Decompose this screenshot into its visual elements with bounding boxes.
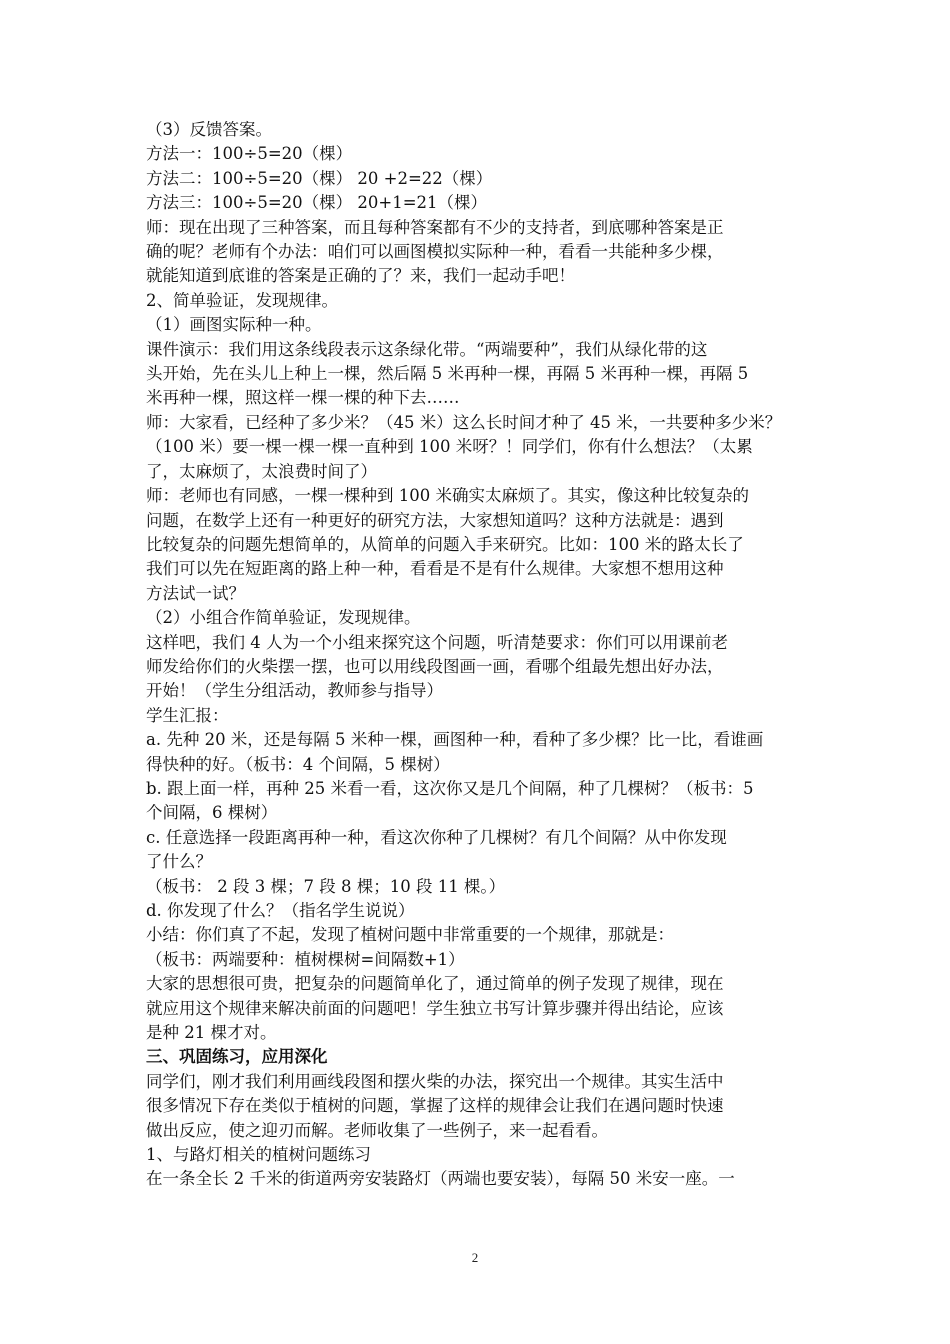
text-line: 师：老师也有同感，一棵一棵种到 100 米确实太麻烦了。其实，像这种比较复杂的 — [146, 486, 749, 506]
section-heading: 三、巩固练习，应用深化 — [146, 1047, 328, 1067]
text-line: 学生汇报： — [146, 705, 229, 725]
text-line: （3）反馈答案。 — [146, 120, 272, 139]
text-line: 师：现在出现了三种答案，而且每种答案都有不少的支持者，到底哪种答案是正 — [146, 217, 724, 237]
text-line: 方法二：100÷5=20（棵） 20 +2=22（棵） — [146, 168, 493, 188]
text-line: a. 先种 20 米，还是每隔 5 米种一棵，画图种一种，看种了多少棵？比一比，看谁画 — [146, 730, 764, 750]
text-line: 师：大家看，已经种了多少米？（45 米）这么长时间才种了 45 米，一共要种多少米？ — [146, 412, 782, 432]
text-line: 在一条全长 2 千米的街道两旁安装路灯（两端也要安装），每隔 50 米安一座。一 — [146, 1169, 735, 1189]
text-line: （100 米）要一棵一棵一棵一直种到 100 米呀？！同学们，你有什么想法？（太累 — [146, 437, 753, 457]
text-line: 小结：你们真了不起，发现了植树问题中非常重要的一个规律，那就是： — [146, 925, 674, 945]
text-line: （1）画图实际种一种。 — [146, 315, 322, 335]
text-line: c. 任意选择一段距离再种一种，看这次你种了几棵树？有几个间隔？从中你发现 — [146, 827, 727, 847]
text-line: 课件演示：我们用这条线段表示这条绿化带。“两端要种”，我们从绿化带的这 — [146, 339, 708, 359]
text-line: 我们可以先在短距离的路上种一种，看看是不是有什么规律。大家想不想用这种 — [146, 559, 724, 579]
text-line: 确的呢？老师有个办法：咱们可以画图模拟实际种一种，看看一共能种多少棵， — [146, 242, 724, 262]
text-line: 就能知道到底谁的答案是正确的了？来，我们一起动手吧！ — [146, 266, 575, 286]
text-line: 个间隔，6 棵树） — [146, 803, 278, 823]
text-line: 头开始，先在头儿上种上一棵，然后隔 5 米再种一棵，再隔 5 米再种一棵，再隔 5 — [146, 364, 749, 384]
text-line: 做出反应，使之迎刃而解。老师收集了一些例子，来一起看看。 — [146, 1120, 608, 1140]
text-line: 这样吧，我们 4 人为一个小组来探究这个问题，听清楚要求：你们可以用课前老 — [146, 632, 728, 652]
text-line: （2）小组合作简单验证，发现规律。 — [146, 608, 421, 628]
text-line: 师发给你们的火柴摆一摆，也可以用线段图画一画，看哪个组最先想出好办法， — [146, 656, 724, 676]
text-line: b. 跟上面一样，再种 25 米看一看，这次你又是几个间隔，种了几棵树？（板书：5 — [146, 778, 754, 798]
text-line: 了什么？ — [146, 852, 212, 872]
text-line: 了，太麻烦了，太浪费时间了） — [146, 461, 377, 481]
page-number: 2 — [471, 1250, 479, 1265]
text-line: 开始！（学生分组活动，教师参与指导） — [146, 681, 443, 701]
text-line: 方法三：100÷5=20（棵） 20+1=21（棵） — [146, 193, 488, 213]
text-line: d. 你发现了什么？（指名学生说说） — [146, 901, 415, 920]
document-body — [146, 118, 816, 1192]
text-line: 2、简单验证，发现规律。 — [146, 290, 338, 310]
text-line: （板书：两端要种：植树棵树=间隔数+1） — [146, 949, 465, 969]
text-line: 米再种一棵，照这样一棵一棵的种下去…… — [146, 388, 460, 408]
text-line: 方法一：100÷5=20（棵） — [146, 144, 353, 164]
text-line: 同学们，刚才我们利用画线段图和摆火柴的办法，探究出一个规律。其实生活中 — [146, 1071, 724, 1091]
text-line: 就应用这个规律来解决前面的问题吧！学生独立书写计算步骤并得出结论，应该 — [146, 998, 724, 1018]
text-line: 方法试一试？ — [146, 583, 245, 603]
text-line: 是种 21 棵才对。 — [146, 1023, 277, 1043]
text-line: 1、与路灯相关的植树问题练习 — [146, 1145, 371, 1165]
text-line: 很多情况下存在类似于植树的问题，掌握了这样的规律会让我们在遇问题时快速 — [146, 1096, 724, 1116]
text-line: （板书： 2 段 3 棵；7 段 8 棵；10 段 11 棵。） — [146, 876, 506, 896]
text-line: 比较复杂的问题先想简单的，从简单的问题入手来研究。比如：100 米的路太长了 — [146, 534, 744, 554]
text-line: 大家的思想很可贵，把复杂的问题简单化了，通过简单的例子发现了规律，现在 — [146, 974, 724, 994]
text-line: 问题，在数学上还有一种更好的研究方法，大家想知道吗？这种方法就是：遇到 — [146, 510, 724, 530]
text-line: 得快种的好。（板书：4 个间隔，5 棵树） — [146, 754, 450, 774]
